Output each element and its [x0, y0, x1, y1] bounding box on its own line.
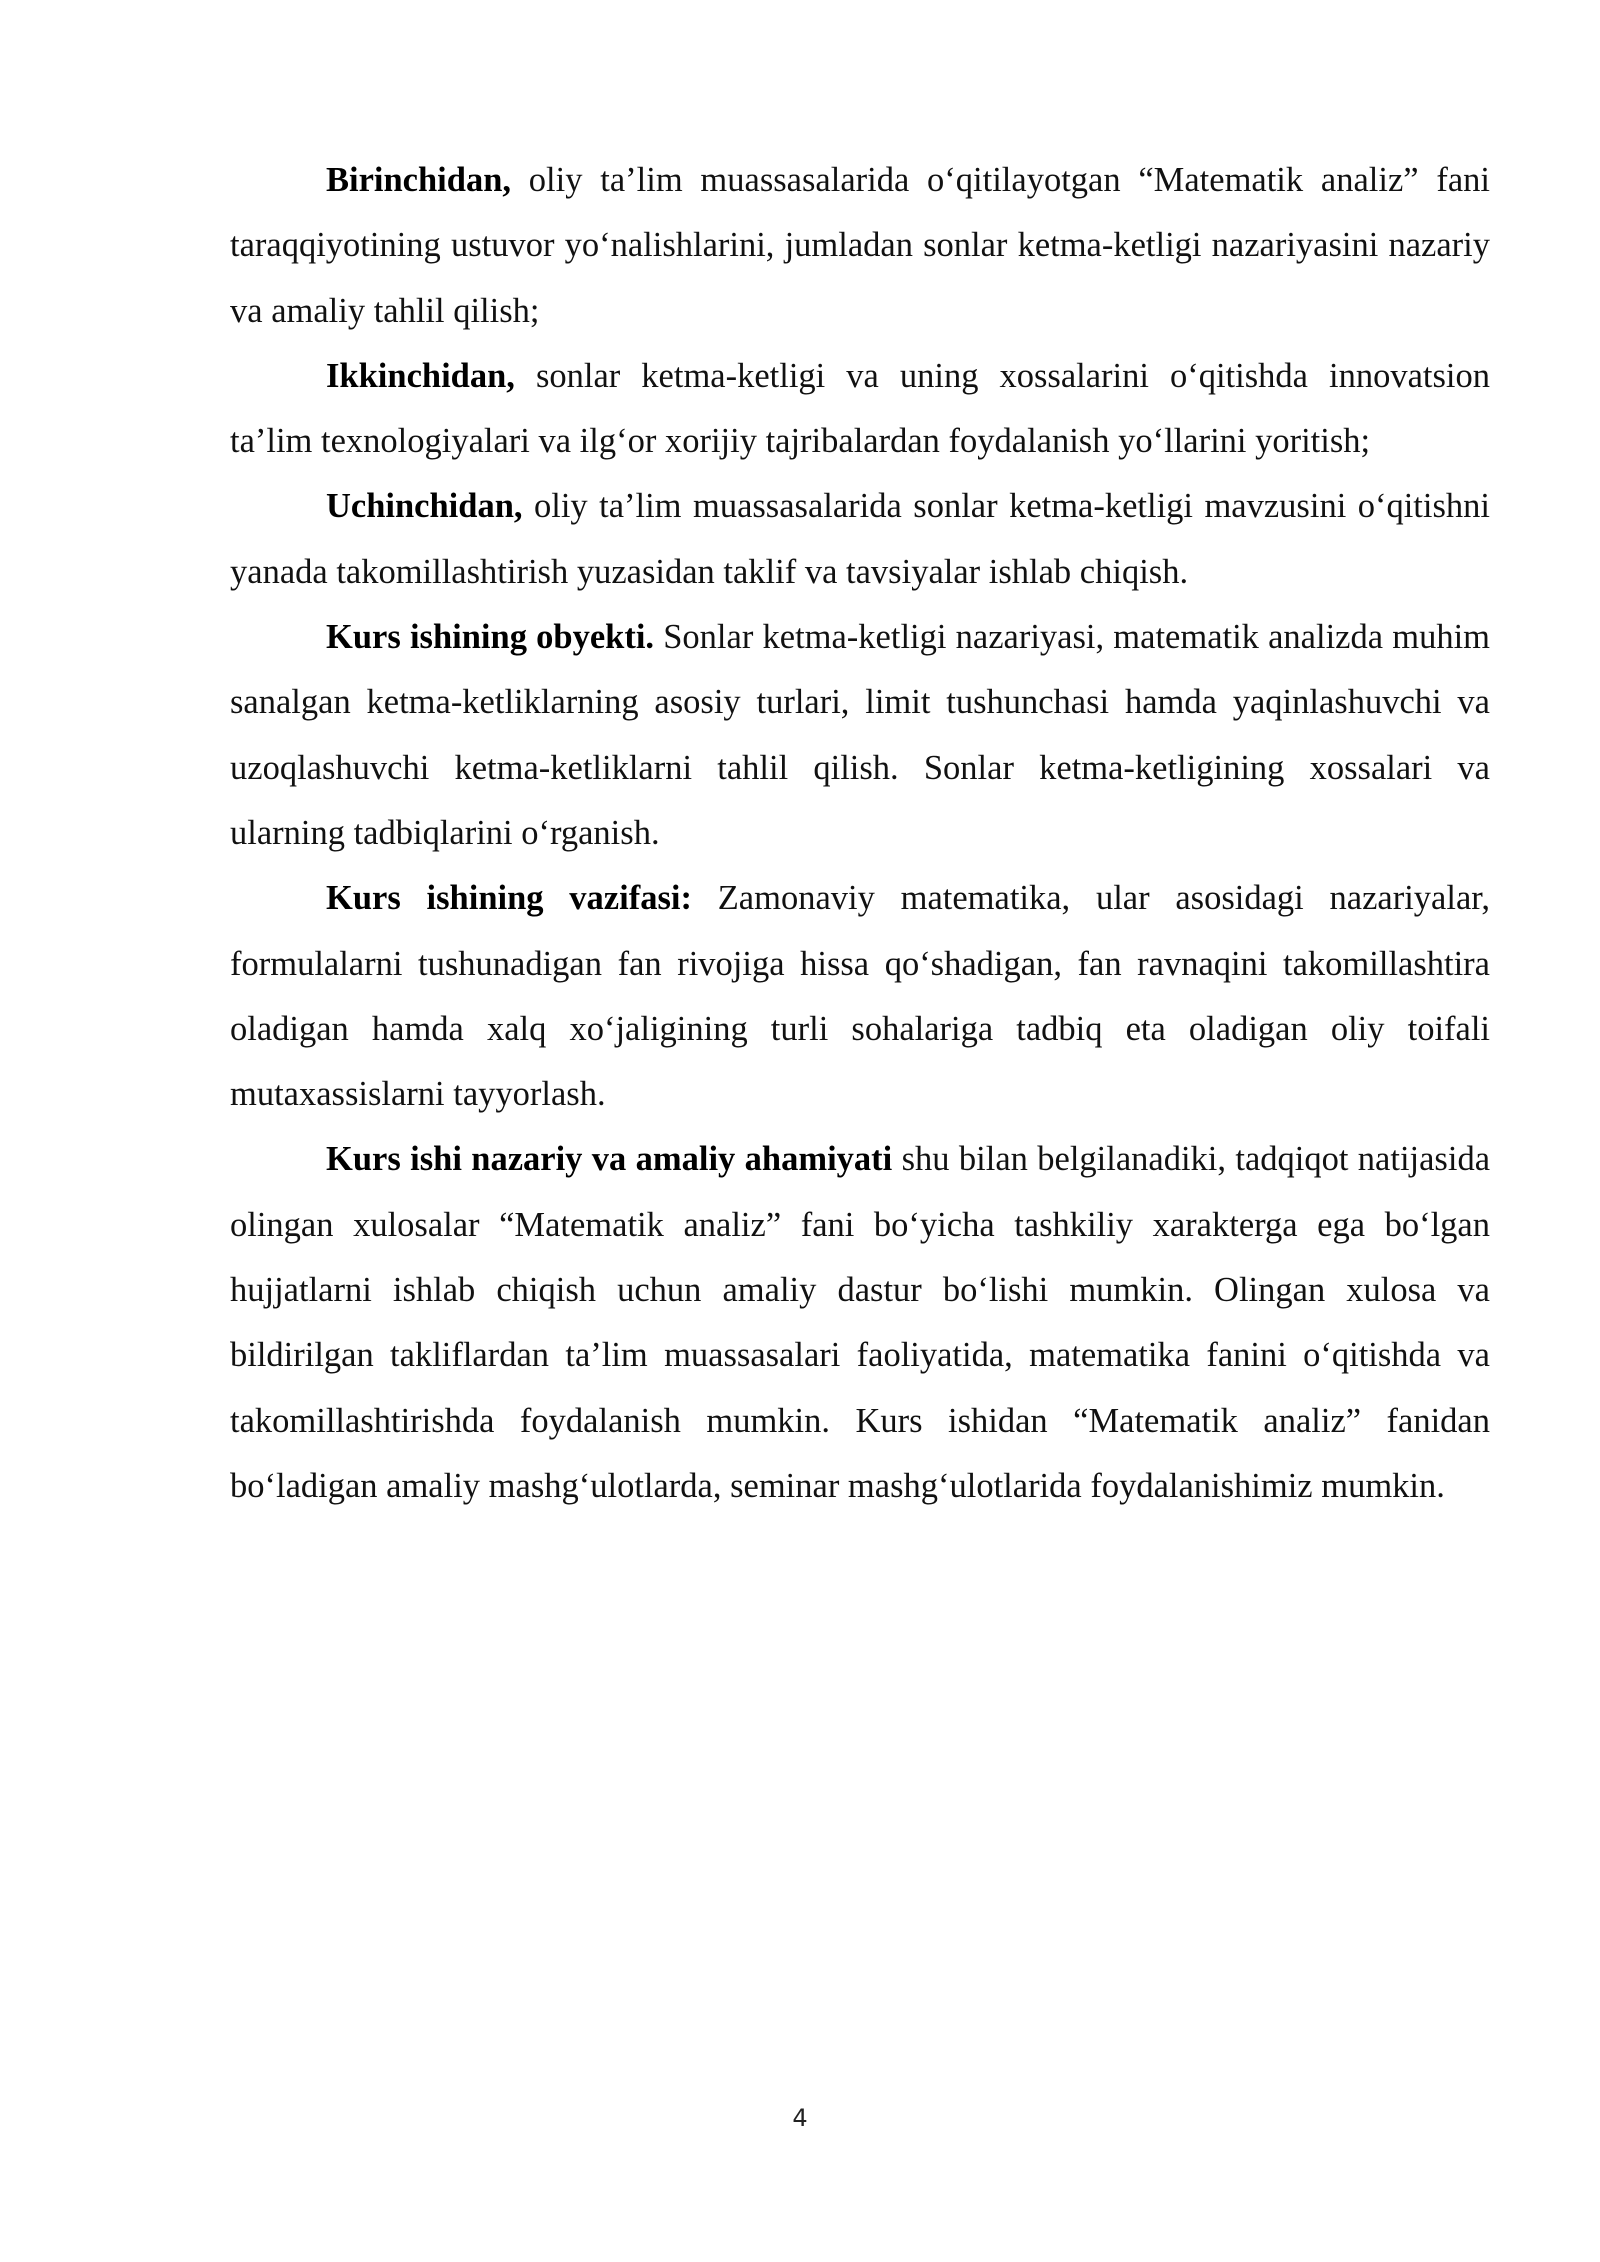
paragraph-text: sonlar ketma-ketligi va uning xossalarini o‘qitishda innovatsion ta’lim texnologiyalari va ilg‘or xorijiy tajribalardan foydalanish yo‘llarini yoritish;	[230, 356, 1490, 461]
paragraph-significance	[230, 1127, 1490, 1519]
paragraph-text: Sonlar ketma-ketligi nazariyasi, matematik analizda muhim sanalgan ketma-ketliklarning asosiy turlari, limit tushunchasi hamda yaqinlashuvchi va uzoqlashuvchi ketma-ketliklarni tahlil qilish. Sonlar ketma-ketligining xossalari va ularning tadbiqlarini o‘rganish.	[230, 618, 1490, 852]
paragraph-text: oliy ta’lim muassasalarida o‘qitilayotgan “Matematik analiz” fani taraqqiyotining ustuvor yo‘nalishlarini, jumladan sonlar ketma-ketligi nazariyasini nazariy va amaliy tahlil qilish;	[230, 161, 1490, 330]
paragraph-third	[230, 474, 1490, 605]
document-body	[230, 148, 1490, 1519]
page-number: 4	[792, 2104, 808, 2132]
paragraph-object	[230, 605, 1490, 866]
paragraph-text: Zamonaviy matematika, ular asosidagi nazariyalar, formulalarni tushunadigan fan rivojiga hissa qo‘shadigan, fan ravnaqini takomillashtira oladigan hamda xalq xo‘jaligining turli sohalariga tadbiq eta oladigan oliy toifali mutaxassislarni tayyorlash.	[230, 879, 1490, 1114]
paragraph-lead: Kurs ishining vazifasi:	[326, 879, 692, 918]
paragraph-lead: Birinchidan,	[326, 161, 512, 199]
paragraph-first	[230, 148, 1490, 344]
paragraph-text: shu bilan belgilanadiki, tadqiqot natijasida olingan xulosalar “Matematik analiz” fani bo‘yicha tashkiliy xarakterga ega bo‘lgan hujjatlarni ishlab chiqish uchun amaliy dastur bo‘lishi mumkin. Olingan xulosa va bildirilgan takliflardan ta’lim muassasalari faoliyatida, matematika fanini o‘qitishda va takomillashtirishda foydalanish mumkin. Kurs ishidan “Matematik analiz” fanidan bo‘ladigan amaliy mashg‘ulotlarda, seminar mashg‘ulotlarida foydalanishimiz mumkin.	[230, 1140, 1491, 1505]
paragraph-second	[230, 344, 1490, 475]
paragraph-lead: Ikkinchidan,	[326, 356, 515, 395]
paragraph-text: oliy ta’lim muassasalarida sonlar ketma-ketligi mavzusini o‘qitishni yanada takomillashtirish yuzasidan taklif va tavsiyalar ishlab chiqish.	[230, 487, 1490, 591]
paragraph-tasks	[230, 866, 1490, 1127]
paragraph-lead: Kurs ishi nazariy va amaliy ahamiyati	[326, 1140, 893, 1179]
paragraph-lead: Uchinchidan,	[326, 487, 523, 526]
paragraph-lead: Kurs ishining obyekti.	[326, 618, 655, 657]
